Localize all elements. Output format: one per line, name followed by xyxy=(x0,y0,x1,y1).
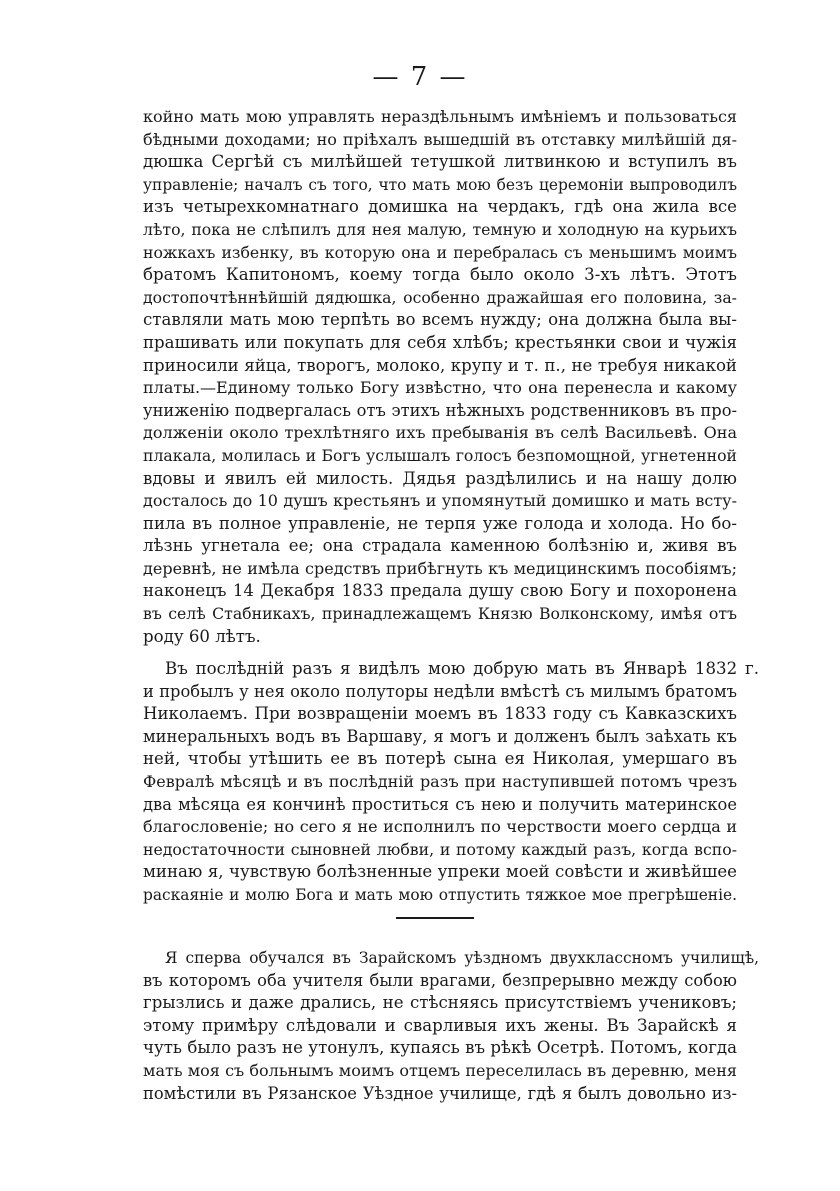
text-line: лѣзнь угнетала ее; она страдала каменною болѣзнiю и, живя въ xyxy=(143,536,737,556)
text-line: изъ четырехкомнатнаго домишка на чердакъ, гдѣ она жила все xyxy=(143,197,737,217)
text-line: въ которомъ оба учителя были врагами, безпрерывно между собою xyxy=(143,970,737,990)
text-line: и пробылъ у нея около полуторы недѣли вмѣстѣ съ милымъ братомъ xyxy=(143,681,737,701)
text-line: управленiе; началъ съ того, что мать мою безъ церемонiи выпроводилъ xyxy=(143,175,737,194)
paragraph-3 xyxy=(143,947,759,1105)
page-number: — 7 — xyxy=(372,62,468,92)
text-line: вдовы и явилъ ей милость. Дядья раздѣлились и на нашу долю xyxy=(143,468,737,488)
text-line: благословенiе; но сего я не исполнилъ по черствости моего сердца и xyxy=(143,817,737,837)
text-line: прашивать или покупать для себя хлѣбъ; крестьянки свои и чужiя xyxy=(143,332,737,352)
text-line: плакала, молилась и Богъ услышалъ голосъ безпомощной, угнетенной xyxy=(143,445,737,465)
text-line: грызлись и даже дрались, не стѣсняясь присутствiемъ учениковъ; xyxy=(143,993,737,1013)
text-line: роду 60 лѣтъ. xyxy=(143,626,261,646)
text-line: этому примѣру слѣдовали и сварливыя ихъ жены. Въ Зарайскѣ я xyxy=(143,1015,737,1035)
text-line: минеральныхъ водъ въ Варшаву, я могъ и долженъ былъ заѣхать къ xyxy=(143,726,737,746)
text-line: Николаемъ. При возвращенiи моемъ въ 1833 году съ Кавказскихъ xyxy=(143,704,737,724)
section-divider xyxy=(396,917,474,919)
paragraph-1 xyxy=(143,106,737,648)
text-line: мать моя съ больнымъ моимъ отцемъ переселилась въ деревню, меня xyxy=(143,1060,737,1080)
text-line: Февралѣ мѣсяцѣ и въ послѣднiй разъ при наступившей потомъ чрезъ xyxy=(143,771,737,791)
text-line: минаю я, чувствую болѣзненные упреки моей совѣсти и живѣйшее xyxy=(143,862,737,882)
text-line: ножкахъ избенку, въ которую она и перебралась съ меньшимъ моимъ xyxy=(143,242,737,262)
text-line: ней, чтобы утѣшить ее въ потерѣ сына ея Николая, умершаго въ xyxy=(143,749,737,769)
text-line: Я сперва обучался въ Зарайскомъ уѣздномъ двухклассномъ училищѣ, xyxy=(165,949,759,967)
text-line: раскаянiе и молю Бога и мать мою отпустить тяжкое мое прегрѣшенiе. xyxy=(143,885,737,904)
text-line: помѣстили въ Рязанское Уѣздное училище, гдѣ я былъ довольно из- xyxy=(143,1083,737,1103)
text-line: пила въ полное управленiе, не терпя уже голода и холода. Но бо- xyxy=(143,513,737,533)
text-line: приносили яйца, творогъ, молоко, крупу и т. п., не требуя никакой xyxy=(143,355,737,375)
text-line: досталось до 10 душъ крестьянъ и упомянутый домишко и мать всту- xyxy=(143,491,737,511)
text-line: наконецъ 14 Декабря 1833 предала душу свою Богу и похоронена xyxy=(143,581,737,601)
text-line: койно мать мою управлять нераздѣльнымъ имѣнiемъ и пользоваться xyxy=(143,107,737,126)
text-line: достопочтѣннѣйшiй дядюшка, особенно дражайшая его половина, за- xyxy=(143,287,737,307)
text-line: въ селѣ Стабникахъ, принадлежащемъ Князю Волконскому, имѣя отъ xyxy=(143,604,737,624)
text-line: Въ послѣднiй разъ я видѣлъ мою добрую мать въ Январѣ 1832 г. xyxy=(165,659,759,678)
text-line: лѣто, пока не слѣпилъ для нея малую, темную и холодную на курьихъ xyxy=(143,219,737,239)
text-line: два мѣсяца ея кончинѣ проститься съ нею и получить материнское xyxy=(143,794,737,814)
text-line: недостаточности сыновней любви, и потому каждый разъ, когда вспо- xyxy=(143,839,737,859)
text-line: бѣдными доходами; но прiѣхалъ вышедшiй въ отставку милѣйшiй дя- xyxy=(143,129,737,149)
text-line: платы.—Единому только Богу извѣстно, что она перенесла и какому xyxy=(143,378,737,398)
text-line: чуть было разъ не утонулъ, купаясь въ рѣкѣ Осетрѣ. Потомъ, когда xyxy=(143,1038,737,1058)
text-line: униженiю подвергалась отъ этихъ нѣжныхъ родственниковъ въ про- xyxy=(143,400,737,420)
text-line: ставляли мать мою терпѣть во всемъ нужду; она должна была вы- xyxy=(143,310,737,330)
text-line: долженiи около трехлѣтняго ихъ пребыванiя въ селѣ Васильевѣ. Она xyxy=(143,423,737,443)
text-line: братомъ Капитономъ, коему тогда было около 3-хъ лѣтъ. Этотъ xyxy=(143,265,737,285)
paragraph-2 xyxy=(143,658,759,907)
text-line: деревнѣ, не имѣла средствъ прибѣгнуть къ медицинскимъ пособiямъ; xyxy=(143,558,737,578)
text-line: дюшка Сергѣй съ милѣйшей тетушкой литвинкою и вступилъ въ xyxy=(143,152,737,172)
